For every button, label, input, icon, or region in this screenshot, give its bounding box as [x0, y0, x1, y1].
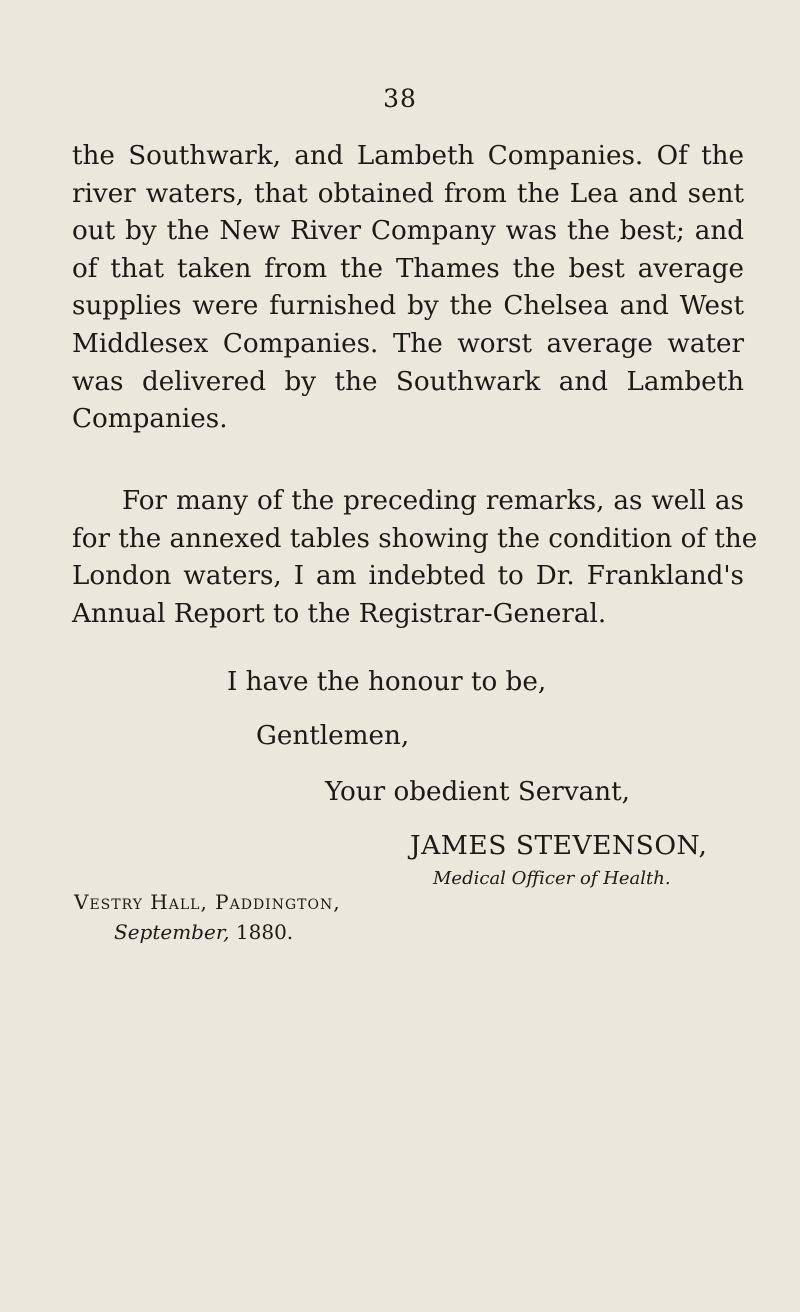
- page-number: 38: [383, 84, 417, 113]
- paragraph-acknowledgement: [72, 483, 758, 633]
- text-line: Annual Report to the Registrar-General.: [72, 598, 607, 629]
- text-line: Middlesex Companies. The worst average water: [72, 328, 744, 359]
- text-line: For many of the preceding remarks, as well as: [122, 486, 744, 516]
- text-line: supplies were furnished by the Chelsea and West: [72, 291, 744, 322]
- text-line: Companies.: [72, 404, 228, 435]
- closing-salutation: Gentlemen,: [256, 721, 410, 751]
- signature-title: Medical Officer of Health.: [433, 868, 671, 889]
- address-date: [114, 920, 293, 944]
- closing-honour: I have the honour to be,: [227, 667, 547, 697]
- text-line: the Southwark, and Lambeth Companies. Of the: [72, 141, 744, 171]
- signature-name: JAMES STEVENSON,: [410, 830, 708, 861]
- closing-servant: Your obedient Servant,: [325, 777, 630, 807]
- text-line: was delivered by the Southwark and Lambeth: [72, 366, 744, 397]
- text-line: for the annexed tables showing the condition of the: [72, 523, 758, 554]
- text-line: river waters, that obtained from the Lea and sent: [72, 178, 744, 209]
- text-line: London waters, I am indebted to Dr. Frankland's: [72, 561, 744, 592]
- date-year: 1880.: [235, 920, 294, 944]
- date-month: September,: [114, 920, 230, 944]
- paragraph-water-companies: [72, 138, 744, 439]
- text-line: out by the New River Company was the best; and: [72, 216, 744, 247]
- text-line: of that taken from the Thames the best average: [72, 253, 744, 284]
- address-place: Vestry Hall, Paddington,: [74, 890, 341, 914]
